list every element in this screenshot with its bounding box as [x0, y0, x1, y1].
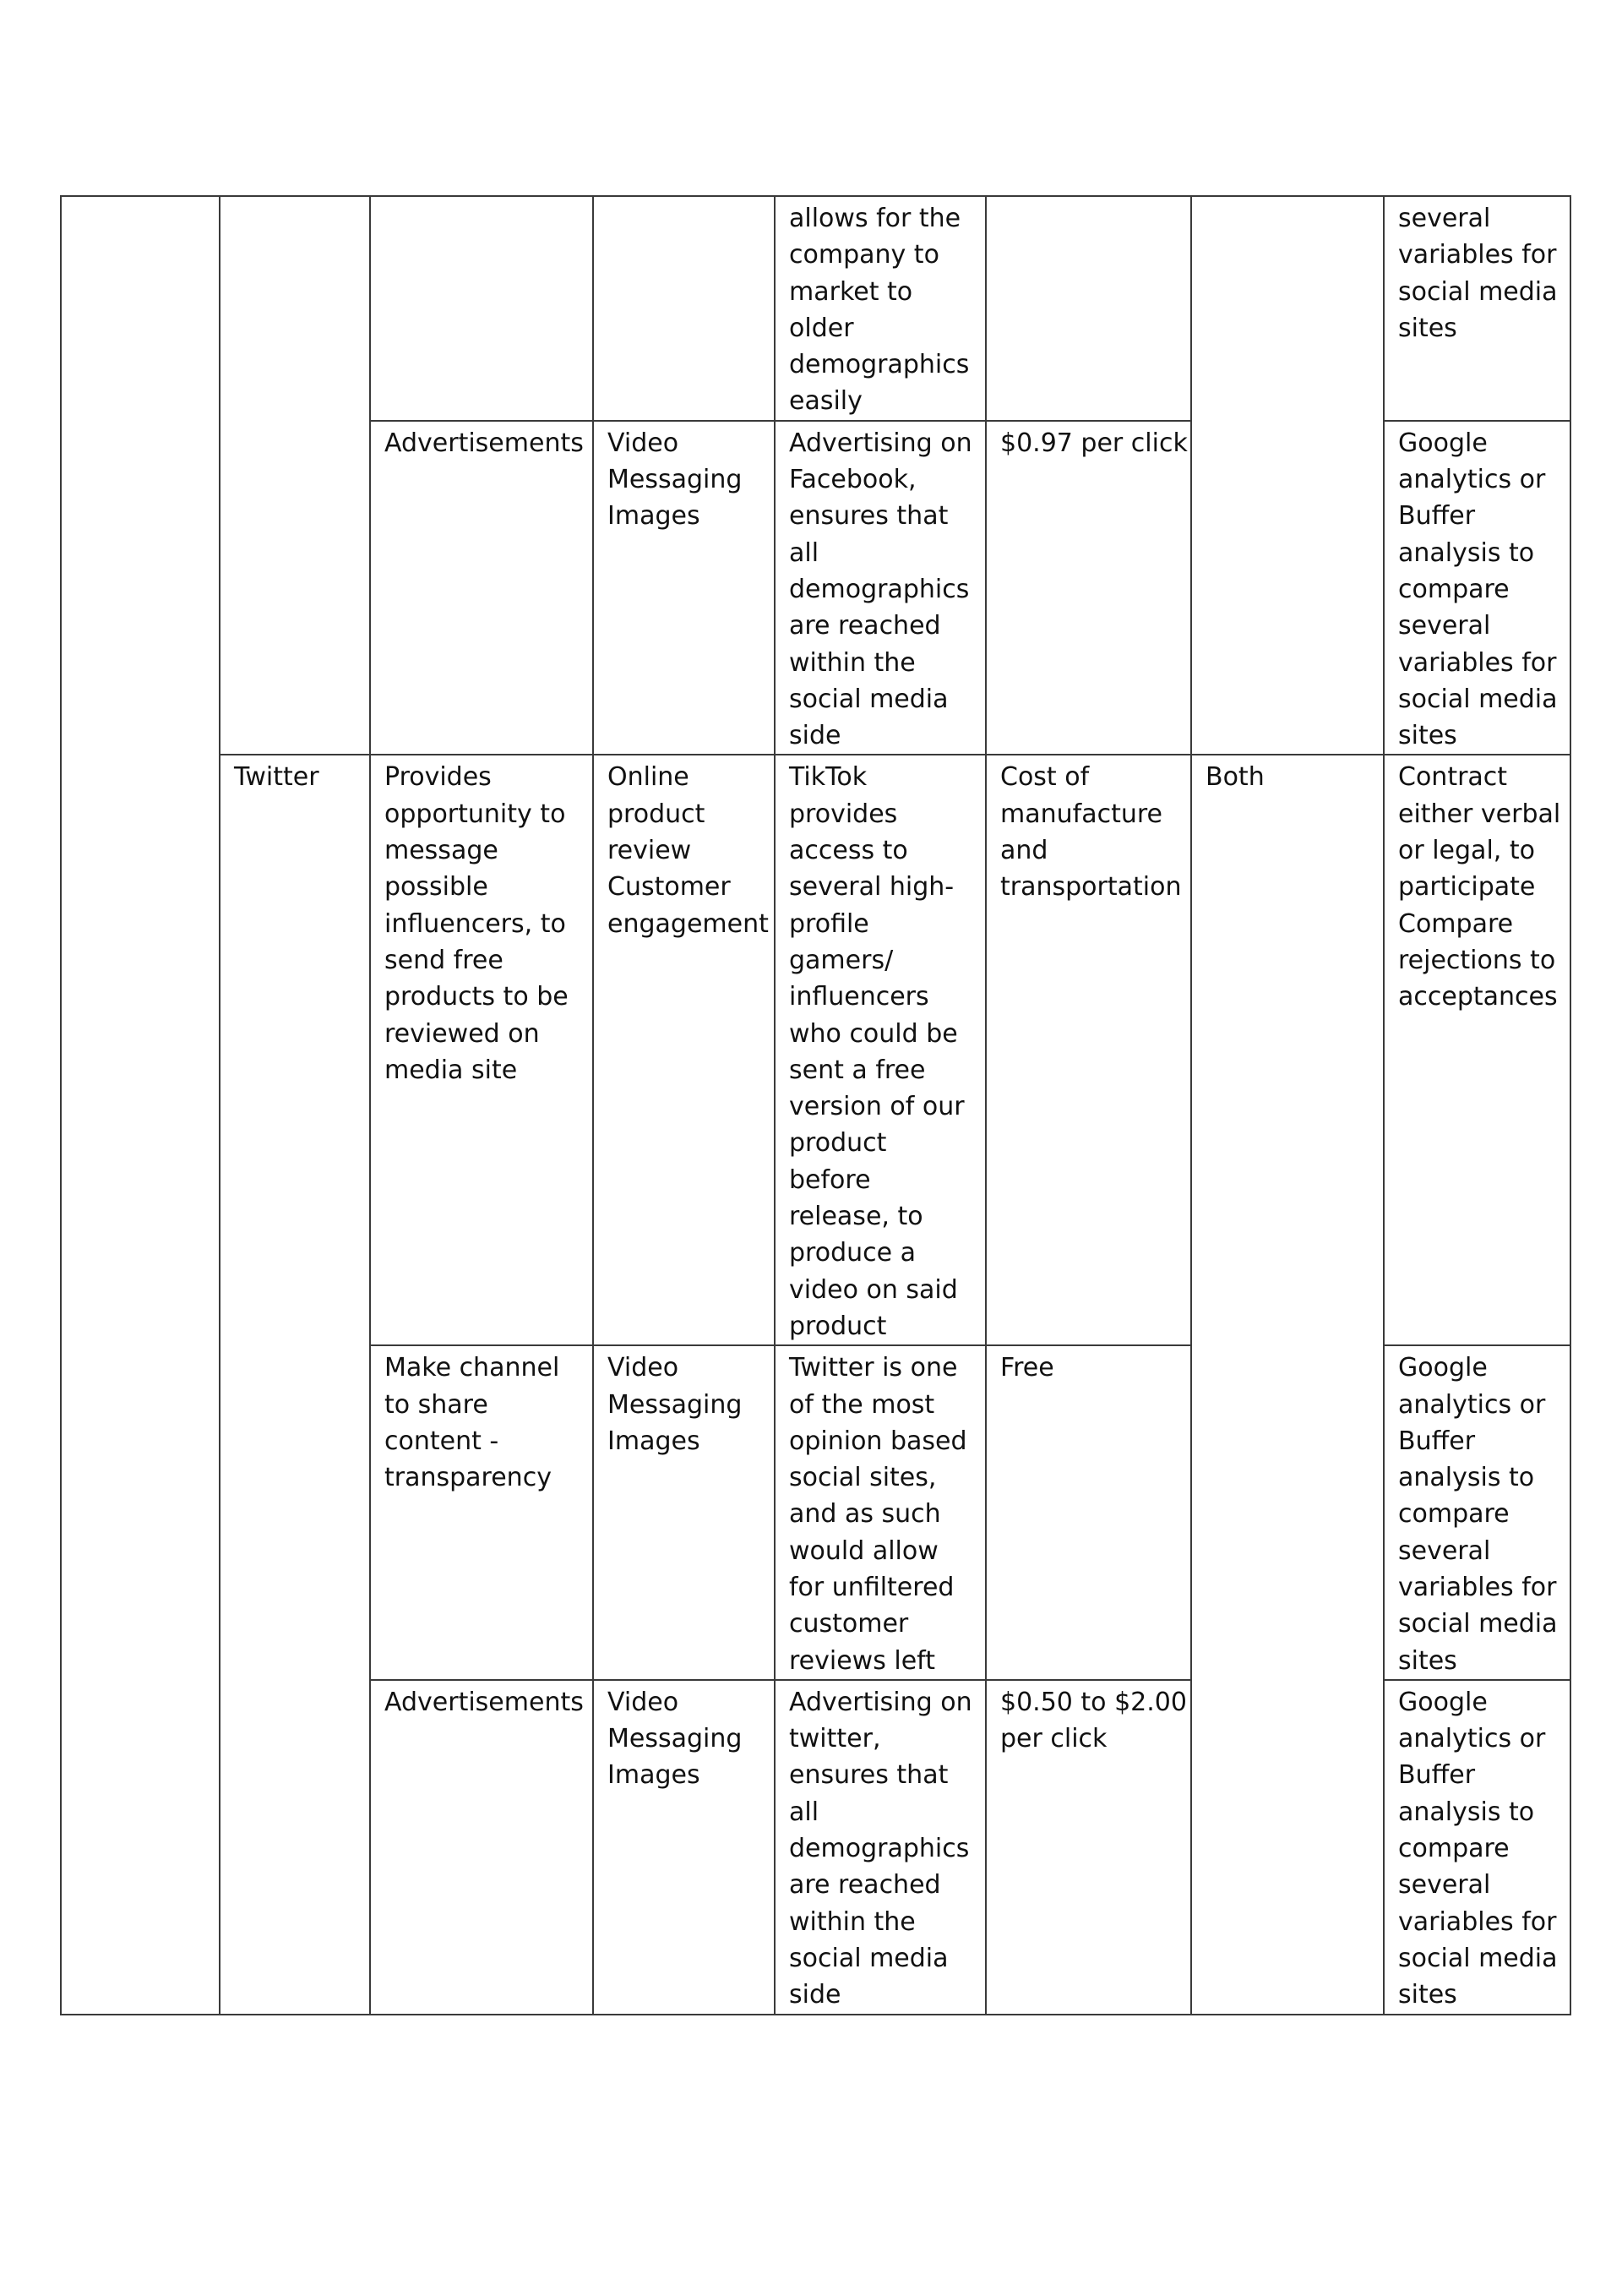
type-cell: Both	[1191, 755, 1384, 2014]
empty-type-cell	[1191, 196, 1384, 755]
tactic-cell: Make channel to share content - transparency	[370, 1345, 593, 1680]
measurement-cell: Contract either verbal or legal, to participate Compare rejections to acceptances	[1384, 755, 1570, 1345]
rationale-cell: Twitter is one of the most opinion based social sites, and as such would allow for unfiltered customer reviews left	[775, 1345, 986, 1680]
measurement-cell: several variables for social media sites	[1384, 196, 1570, 421]
empty-first-column-cell	[61, 196, 220, 2015]
tactic-cell	[370, 196, 593, 421]
measurement-cell: Google analytics or Buffer analysis to compare several variables for social media sites	[1384, 1680, 1570, 2015]
tactic-cell: Advertisements	[370, 1680, 593, 2015]
table-row	[61, 196, 1570, 421]
cost-cell: Cost of manufacture and transportation	[986, 755, 1191, 1345]
rationale-cell: TikTok provides access to several high- profile gamers/ influencers who could be sent a free version of our product before release, to produce a video on said product	[775, 755, 986, 1345]
content-type-cell	[593, 196, 775, 421]
cost-cell: $0.50 to $2.00 per click	[986, 1680, 1191, 2015]
cost-cell: Free	[986, 1345, 1191, 1680]
content-type-cell: Video Messaging Images	[593, 1345, 775, 1680]
cost-cell	[986, 196, 1191, 421]
strategy-table	[60, 195, 1571, 2015]
tactic-cell: Advertisements	[370, 421, 593, 755]
empty-platform-cell	[220, 196, 370, 755]
rationale-cell: Advertising on twitter, ensures that all demographics are reached within the social media side	[775, 1680, 986, 2015]
content-type-cell: Video Messaging Images	[593, 421, 775, 755]
rationale-cell: Advertising on Facebook, ensures that all demographics are reached within the social media side	[775, 421, 986, 755]
platform-cell: Twitter	[220, 755, 370, 2014]
measurement-cell: Google analytics or Buffer analysis to compare several variables for social media sites	[1384, 1345, 1570, 1680]
content-type-cell: Online product review Customer engagement	[593, 755, 775, 1345]
table-row	[61, 755, 1570, 1345]
rationale-cell: allows for the company to market to older demographics easily	[775, 196, 986, 421]
tactic-cell: Provides opportunity to message possible influencers, to send free products to be reviewed on media site	[370, 755, 593, 1345]
measurement-cell: Google analytics or Buffer analysis to compare several variables for social media sites	[1384, 421, 1570, 755]
cost-cell: $0.97 per click	[986, 421, 1191, 755]
content-type-cell: Video Messaging Images	[593, 1680, 775, 2015]
